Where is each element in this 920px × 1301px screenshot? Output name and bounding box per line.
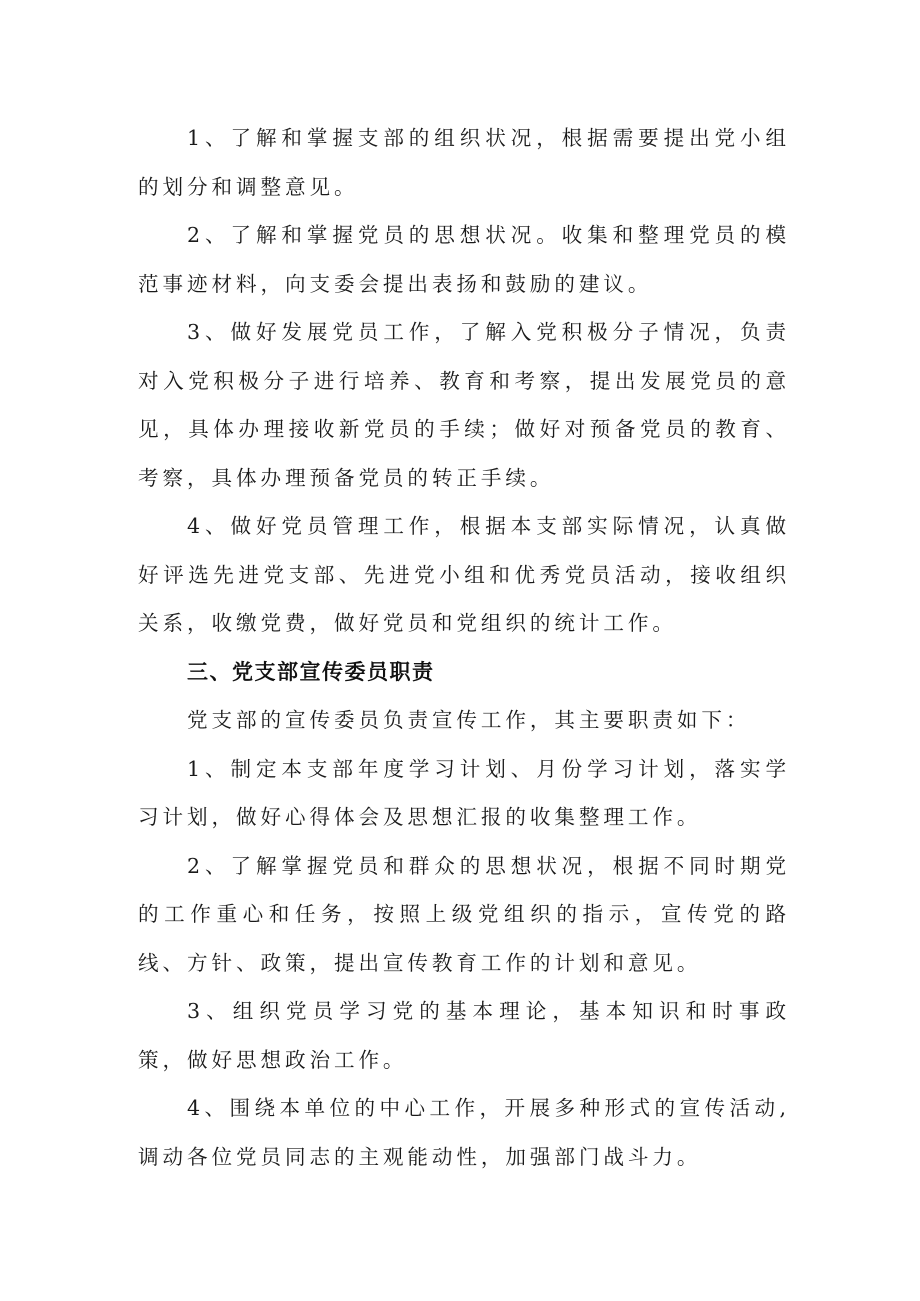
paragraph-publicity-activities: 4、围绕本单位的中心工作，开展多种形式的宣传活动,调动各位党员同志的主观能动性，加强部门战斗力。 — [138, 1096, 790, 1169]
paragraph-study-plan: 1、制定本支部年度学习计划、月份学习计划，落实学习计划，做好心得体会及思想汇报的收集整理工作。 — [138, 756, 790, 829]
paragraph-member-thoughts: 2、了解和掌握党员的思想状况。收集和整理党员的模范事迹材料，向支委会提出表扬和鼓励的建议。 — [138, 223, 790, 296]
paragraph-publicity-intro: 党支部的宣传委员负责宣传工作，其主要职责如下： — [187, 708, 751, 732]
paragraph-member-development: 3、做好发展党员工作，了解入党积极分子情况，负责对入党积极分子进行培养、教育和考察，提出发展党员的意见，具体办理接收新党员的手续；做好对预备党员的教育、考察，具体办理预备党员的转正手续。 — [138, 320, 790, 490]
paragraph-thought-status: 2、了解掌握党员和群众的思想状况，根据不同时期党的工作重心和任务，按照上级党组织的指示，宣传党的路线、方针、政策，提出宣传教育工作的计划和意见。 — [138, 853, 790, 975]
paragraph-theory-study: 3、组织党员学习党的基本理论，基本知识和时事政策，做好思想政治工作。 — [138, 999, 790, 1072]
section-heading-publicity-duties: 三、党支部宣传委员职责 — [187, 659, 435, 684]
paragraph-member-management: 4、做好党员管理工作，根据本支部实际情况，认真做好评选先进党支部、先进党小组和优秀党员活动，接收组织关系，收缴党费，做好党员和党组织的统计工作。 — [138, 514, 790, 635]
document-body — [138, 114, 790, 1181]
paragraph-organization-status: 1、了解和掌握支部的组织状况，根据需要提出党小组的划分和调整意见。 — [138, 126, 790, 199]
